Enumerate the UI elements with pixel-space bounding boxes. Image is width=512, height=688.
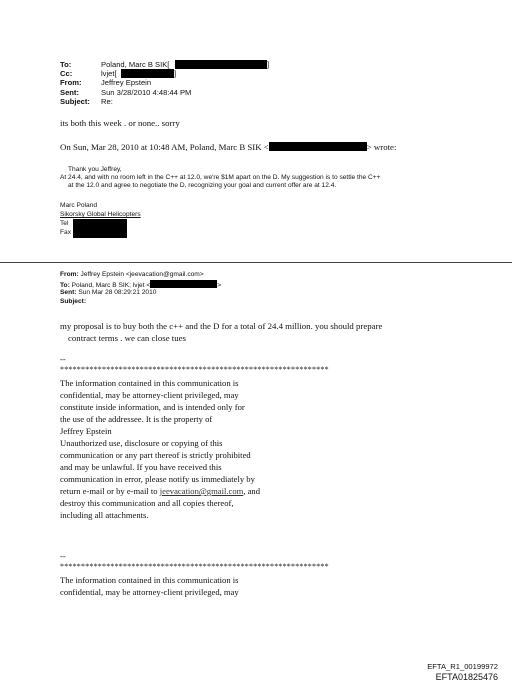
cc-value: lvjet[ xyxy=(101,69,117,78)
quoted-line: At 24.4, and with no room left in the C++ at 12.0, we're $1M apart on the D. My suggestion is to settle the C++ xyxy=(60,174,381,181)
to-tail: > xyxy=(217,282,222,289)
disclaimer-line: Jeffrey Epstein xyxy=(60,426,112,436)
email1-body: its both this week . or none.. sorry xyxy=(60,118,180,128)
from-label: From: xyxy=(60,271,79,278)
signature-name: Marc Poland xyxy=(60,202,98,209)
sent-line xyxy=(60,289,156,296)
sent-label: Sent: xyxy=(60,88,79,97)
redaction-box xyxy=(175,60,270,69)
subject-line xyxy=(60,298,86,305)
disclaimer-line: The information contained in this communication is xyxy=(60,575,239,585)
email2-body-line: my proposal is to buy both the c++ and the D for a total of 24.4 million. you should prepare xyxy=(60,321,383,331)
disclaimer-line: constitute inside information, and is intended only for xyxy=(60,402,245,412)
page-divider xyxy=(0,262,512,263)
quote-suffix: > wrote: xyxy=(366,142,397,152)
disclaimer-text: , and xyxy=(243,486,261,496)
redaction-box xyxy=(73,228,127,238)
bates-number-secondary: EFTA01825476 xyxy=(435,672,498,682)
stars-line: **************************************************************** xyxy=(60,562,329,571)
from-label: From: xyxy=(60,78,82,87)
to-line xyxy=(60,280,221,289)
cc-label: Cc: xyxy=(60,69,73,78)
disclaimer-line: confidential, may be attorney-client privileged, may xyxy=(60,587,239,597)
disclaimer-line: the use of the addressee. It is the property of xyxy=(60,414,213,424)
disclaimer-line: and may be unlawful. If you have received this xyxy=(60,462,222,472)
sent-label: Sent: xyxy=(60,289,77,296)
sig-dashes: -- xyxy=(60,354,66,364)
disclaimer-line: The information contained in this communication is xyxy=(60,378,239,388)
redaction-box xyxy=(121,69,177,78)
bates-number-primary: EFTA_R1_00199972 xyxy=(427,662,498,671)
sig-dashes: -- xyxy=(60,551,66,561)
sent-value: Sun 3/28/2010 4:48:44 PM xyxy=(101,88,192,97)
from-value: Jeffrey Epstein xyxy=(101,78,152,87)
disclaimer-line xyxy=(60,486,260,496)
stars-line: **************************************************************** xyxy=(60,365,329,374)
to-tail: ] xyxy=(267,60,270,69)
quoted-line: Thank you Jeffrey, xyxy=(68,166,122,173)
from-line xyxy=(60,271,204,278)
to-value: Poland, Marc B SIK[ xyxy=(101,60,170,69)
signature-fax: Fax xyxy=(60,229,71,236)
cc-tail: ] xyxy=(174,69,177,78)
email-link[interactable]: jeevacation@gmail.com xyxy=(159,486,244,496)
signature-tel: Tel xyxy=(60,220,69,227)
redaction-box xyxy=(150,280,217,288)
disclaimer-line: including all attachments. xyxy=(60,510,149,520)
redaction-box xyxy=(269,142,367,151)
to-label: To: xyxy=(60,60,72,69)
disclaimer-line: communication in error, please notify us immediately by xyxy=(60,474,255,484)
quote-prefix: On Sun, Mar 28, 2010 at 10:48 AM, Poland, Marc B SIK < xyxy=(60,142,269,152)
sent-value: Sun Mar 28 08:29:21 2010 xyxy=(78,289,157,296)
email2-body-line: contract terms . we can close tues xyxy=(68,333,186,343)
quoted-line: at the 12.0 and agree to negotiate the D, recognizing your goal and current offer are at 12.4. xyxy=(68,182,337,189)
disclaimer-line: Unauthorized use, disclosure or copying of this xyxy=(60,438,223,448)
subject-value: Re: xyxy=(101,97,113,106)
quote-attribution xyxy=(60,142,396,152)
disclaimer-text: return e-mail or by e-mail to xyxy=(60,486,160,496)
subject-label: Subject: xyxy=(60,298,87,305)
to-value: Poland, Marc B SIK; lvjet < xyxy=(71,282,151,289)
signature-company: Sikorsky Global Helicopters xyxy=(60,211,141,218)
to-label: To: xyxy=(60,282,70,289)
disclaimer-line: communication or any part thereof is strictly prohibited xyxy=(60,450,251,460)
disclaimer-line: confidential, may be attorney-client privileged, may xyxy=(60,390,239,400)
subject-label: Subject: xyxy=(60,97,90,106)
from-value: Jeffrey Epstein <jeevacation@gmail.com> xyxy=(80,271,204,278)
disclaimer-line: destroy this communication and all copies thereof, xyxy=(60,498,234,508)
